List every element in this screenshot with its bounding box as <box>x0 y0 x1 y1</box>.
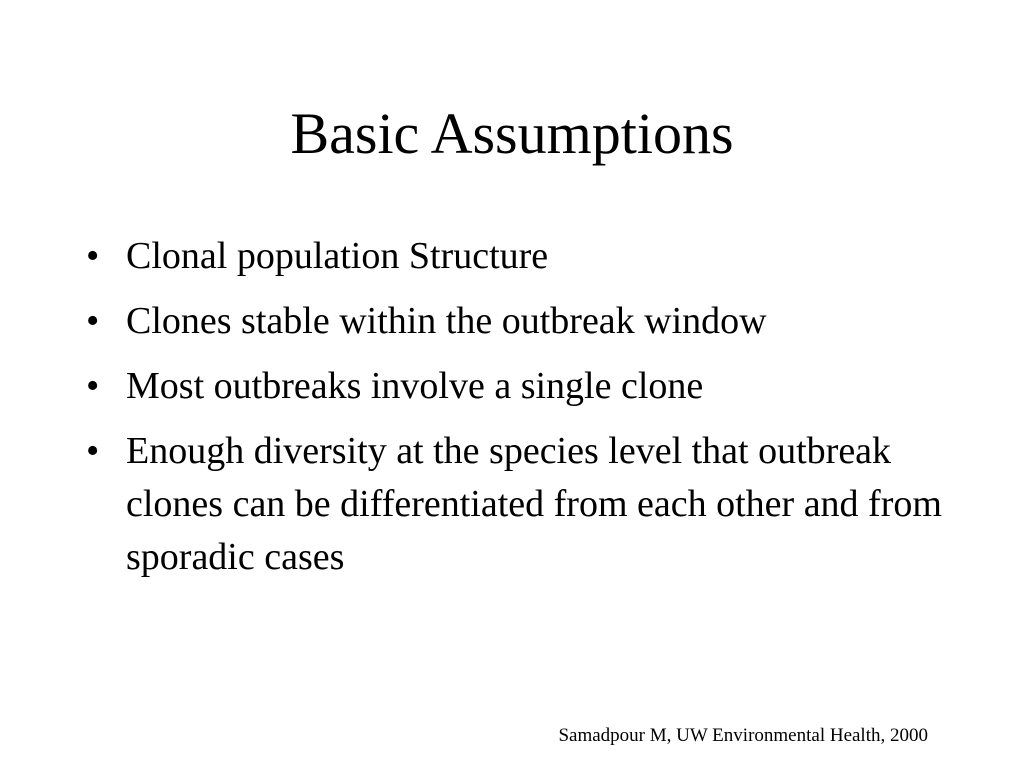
bullet-icon: • <box>86 300 100 342</box>
bullet-item <box>86 230 946 283</box>
bullet-list <box>86 230 946 596</box>
bullet-icon: • <box>86 365 100 407</box>
slide-footer-citation: Samadpour M, UW Environmental Health, 2000 <box>558 725 928 746</box>
bullet-text: Clonal population Structure <box>126 235 549 277</box>
bullet-item <box>86 360 946 413</box>
bullet-text: Most outbreaks involve a single clone <box>126 365 704 407</box>
bullet-item <box>86 425 946 584</box>
bullet-text: Enough diversity at the species level that outbreak clones can be differentiated from each other and from sporadic cases <box>126 430 942 578</box>
bullet-item <box>86 295 946 348</box>
bullet-text: Clones stable within the outbreak window <box>126 300 767 342</box>
slide-title: Basic Assumptions <box>290 101 734 166</box>
bullet-icon: • <box>86 430 100 472</box>
bullet-icon: • <box>86 235 100 277</box>
